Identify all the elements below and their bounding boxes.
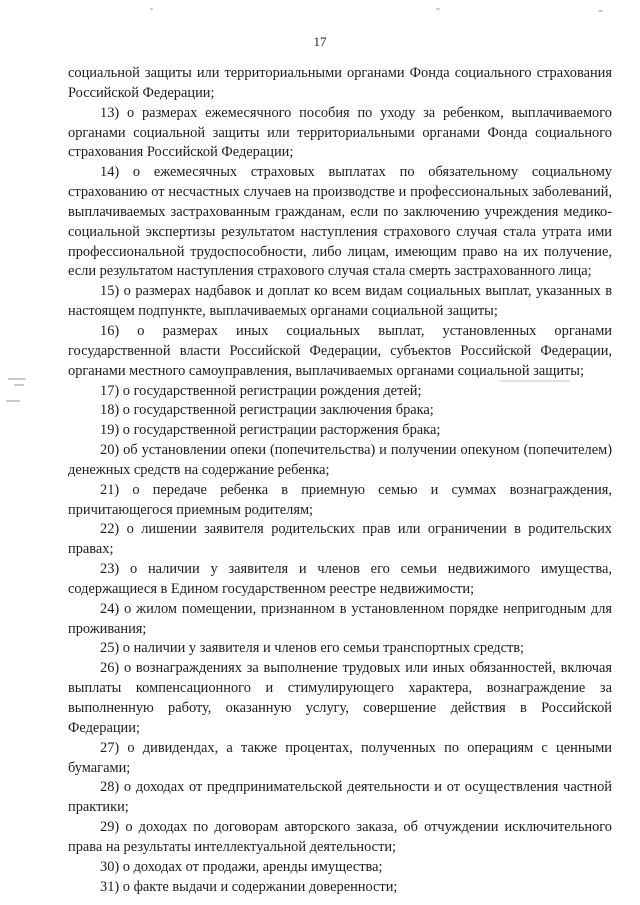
paragraph-item-29: 29) о доходах по договорам авторского заказа, об отчуждении исключительного права на результаты интеллектуальной деятельности; bbox=[68, 819, 612, 855]
paragraph-item-14: 14) о ежемесячных страховых выплатах по обязательному социальному страхованию от несчастных случаев на производстве и профессиональных заболеваний, выплачиваемых застрахованным гражданам, если по заключению учреждения медико-социальной экспертизы результатом наступления страхового случая стала утрата ими профессиональной трудоспособности, либо лицам, имеющим право на их получение, если результатом наступления страхового случая стала смерть застрахованного лица; bbox=[68, 164, 612, 280]
scan-artifact bbox=[150, 8, 153, 10]
paragraph-item-22: 22) о лишении заявителя родительских прав или ограничении в родительских правах; bbox=[68, 521, 612, 558]
document-body bbox=[68, 64, 612, 897]
scan-artifact bbox=[500, 380, 570, 382]
paragraph-item-25: 25) о наличии у заявителя и членов его семьи транспортных средств; bbox=[100, 640, 525, 657]
paragraph-item-30: 30) о доходах от продажи, аренды имущества; bbox=[100, 858, 383, 875]
scan-artifact bbox=[8, 378, 26, 380]
paragraph-item-18: 18) о государственной регистрации заключения брака; bbox=[100, 402, 434, 419]
scan-artifact bbox=[436, 8, 440, 10]
paragraph-item-15: 15) о размерах надбавок и доплат ко всем видам социальных выплат, указанных в настоящем подпункте, выплачиваемых органами социальной защиты; bbox=[68, 283, 612, 320]
paragraph-item-21: 21) о передаче ребенка в приемную семью и суммах вознаграждения, причитающегося приемным родителям; bbox=[68, 481, 612, 518]
scan-artifact bbox=[598, 10, 603, 12]
paragraph-item-23: 23) о наличии у заявителя и членов его семьи недвижимого имущества, содержащиеся в Едином государственном реестре недвижимости; bbox=[68, 561, 612, 597]
paragraph-item-24: 24) о жилом помещении, признанном в установленном порядке непригодным для проживания; bbox=[68, 600, 612, 637]
scan-artifact bbox=[14, 384, 24, 386]
paragraph-continuation: социальной защиты или территориальными органами Фонда социального страхования Российской Федерации; bbox=[68, 65, 612, 101]
page-number: 17 bbox=[313, 34, 327, 49]
paragraph-item-17: 17) о государственной регистрации рождения детей; bbox=[100, 382, 422, 399]
paragraph-item-20: 20) об установлении опеки (попечительства) и получении опекуном (попечителем) денежных средств на содержание ребенка; bbox=[68, 442, 612, 478]
scan-artifact bbox=[6, 400, 20, 402]
paragraph-item-28: 28) о доходах от предпринимательской деятельности и от осуществления частной практики; bbox=[68, 779, 612, 816]
paragraph-item-26: 26) о вознаграждениях за выполнение трудовых или иных обязанностей, включая выплаты компенсационного и стимулирующего характера, вознаграждение за выполненную работу, оказанную услугу, совершение действия в Российской Федерации; bbox=[68, 660, 612, 736]
paragraph-item-31: 31) о факте выдачи и содержании доверенности; bbox=[100, 878, 398, 895]
paragraph-item-19: 19) о государственной регистрации расторжения брака; bbox=[100, 422, 441, 439]
paragraph-item-13: 13) о размерах ежемесячного пособия по уходу за ребенком, выплачиваемого органами социальной защиты или территориальными органами Фонда социального страхования Российской Федерации; bbox=[68, 104, 612, 161]
paragraph-item-16: 16) о размерах иных социальных выплат, установленных органами государственной власти Российской Федерации, субъектов Российской Федерации, органами местного самоуправления, выплачиваемых органами социальной защиты; bbox=[68, 322, 612, 379]
paragraph-item-27: 27) о дивидендах, а также процентах, полученных по операциям с ценными бумагами; bbox=[68, 739, 612, 776]
